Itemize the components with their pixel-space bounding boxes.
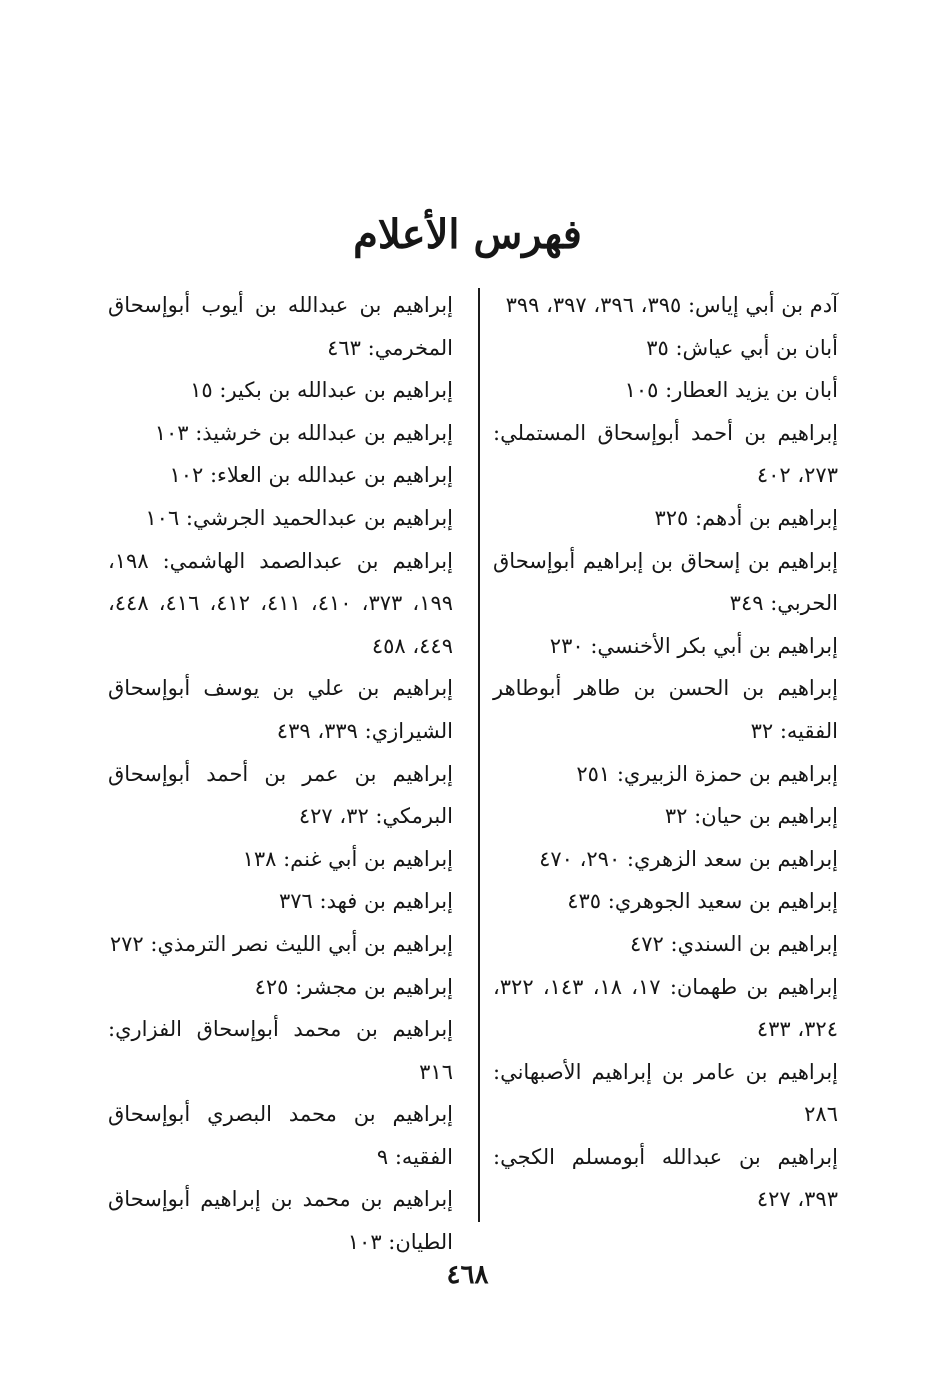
index-entry: إبراهيم بن أبي الليث نصر الترمذي: ٢٧٢ xyxy=(109,931,453,956)
index-entry: أبان بن يزيد العطار: ١٠٥ xyxy=(624,378,838,403)
index-entry: إبراهيم بن أدهم: ٣٢٥ xyxy=(654,505,838,530)
index-entry: إبراهيم بن محمد بن إبراهيم أبوإسحاق الطيان: ١٠٣ xyxy=(108,1187,453,1255)
index-entry: إبراهيم بن عبدالصمد الهاشمي: ١٩٨، ١٩٩، ٣٧٣، ٤١٠، ٤١١، ٤١٢، ٤١٦، ٤٤٨، ٤٤٩، ٤٥٨ xyxy=(108,548,454,658)
index-entry: إبراهيم بن أحمد أبوإسحاق المستملي: ٢٧٣، ٤٠٢ xyxy=(493,420,838,488)
index-entry: إبراهيم بن عبدالله أبومسلم الكجي: ٣٩٣، ٤٢٧ xyxy=(493,1144,838,1212)
index-entry: إبراهيم بن مجشر: ٤٢٥ xyxy=(254,974,453,999)
page-title: فهرس الأعلام xyxy=(353,211,582,258)
index-entry: إبراهيم بن عبدالله بن أيوب أبوإسحاق المخرمي: ٤٦٣ xyxy=(108,293,453,360)
index-entry: إبراهيم بن أبي بكر الأخنسي: ٢٣٠ xyxy=(549,633,838,658)
right-column xyxy=(493,284,838,1221)
index-entry: أبان بن أبي عياش: ٣٥ xyxy=(646,335,838,360)
index-entry: إبراهيم بن أبي غنم: ١٣٨ xyxy=(242,846,453,871)
index-entry: إبراهيم بن عبدالله بن بكير: ١٥ xyxy=(190,378,453,403)
column-divider xyxy=(478,288,480,1222)
index-entry: إبراهيم بن حيان: ٣٢ xyxy=(664,804,838,829)
index-entry: إبراهيم بن عمر بن أحمد أبوإسحاق البرمكي: ٣٢، ٤٢٧ xyxy=(108,761,453,829)
index-entry: إبراهيم بن محمد أبوإسحاق الفزاري: ٣١٦ xyxy=(108,1017,453,1084)
index-entry: إبراهيم بن علي بن يوسف أبوإسحاق الشيرازي: ٣٣٩، ٤٣٩ xyxy=(108,676,453,743)
page-number: ٤٦٨ xyxy=(446,1260,489,1290)
index-entry: إبراهيم بن محمد البصري أبوإسحاق الفقيه: ٩ xyxy=(108,1102,453,1169)
index-entry: إبراهيم بن الحسن بن طاهر أبوطاهر الفقيه: ٣٢ xyxy=(493,676,838,743)
index-entry: آدم بن أبي إياس: ٣٩٥، ٣٩٦، ٣٩٧، ٣٩٩ xyxy=(505,293,838,317)
index-entry: إبراهيم بن عبدالله بن العلاء: ١٠٢ xyxy=(169,463,453,488)
index-entry: إبراهيم بن السندي: ٤٧٢ xyxy=(629,931,838,956)
index-entry: إبراهيم بن حمزة الزبيري: ٢٥١ xyxy=(576,761,838,786)
index-entry: إبراهيم بن سعيد الجوهري: ٤٣٥ xyxy=(567,889,838,914)
index-entry: إبراهيم بن طهمان: ١٧، ١٨، ١٤٣، ٣٢٢، ٣٢٤، ٤٣٣ xyxy=(493,974,839,1042)
index-columns xyxy=(108,284,839,1255)
index-entry: إبراهيم بن فهد: ٣٧٦ xyxy=(278,889,453,914)
left-column xyxy=(108,284,453,1264)
index-entry: إبراهيم بن عامر بن إبراهيم الأصبهاني: ٢٨٦ xyxy=(493,1059,838,1127)
index-entry: إبراهيم بن عبدالله بن خرشيذ: ١٠٣ xyxy=(154,420,453,445)
index-entry: إبراهيم بن إسحاق بن إبراهيم أبوإسحاق الحربي: ٣٤٩ xyxy=(493,548,838,616)
index-entry: إبراهيم بن سعد الزهري: ٢٩٠، ٤٧٠ xyxy=(539,846,838,871)
index-entry: إبراهيم بن عبدالحميد الجرشي: ١٠٦ xyxy=(145,505,453,530)
